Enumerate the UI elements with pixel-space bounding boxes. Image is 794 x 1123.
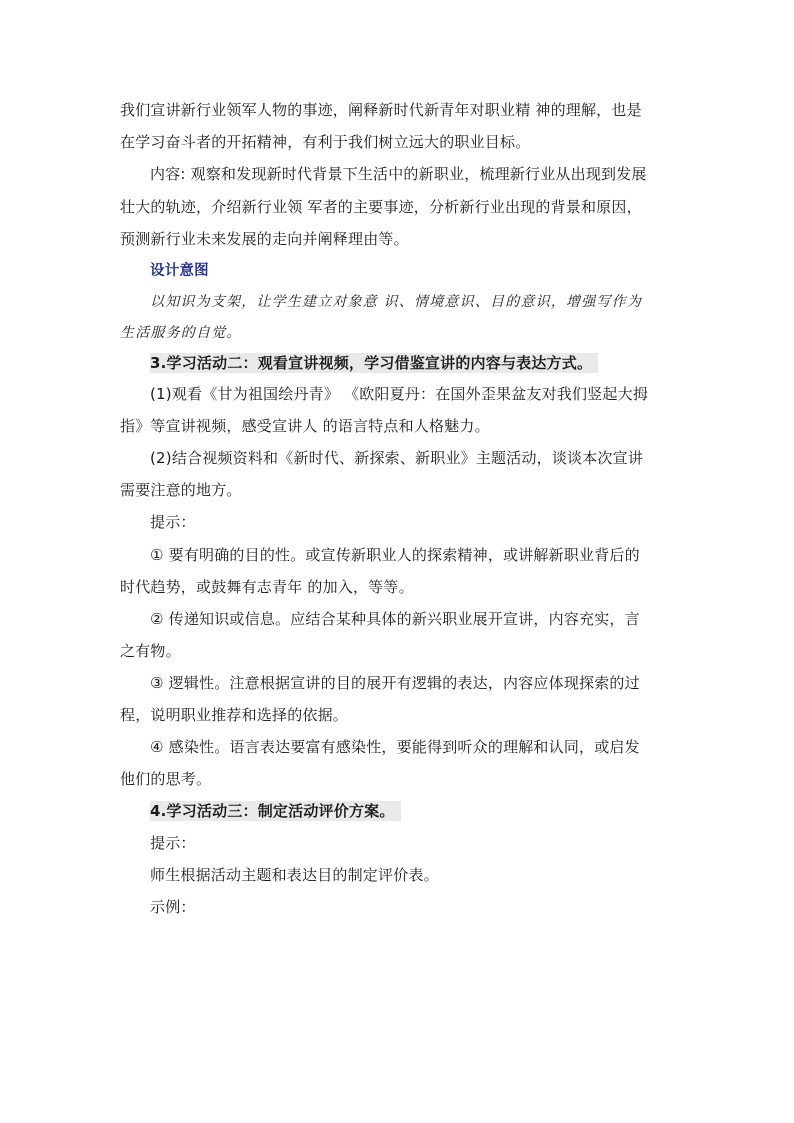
activity2-title-wrap bbox=[150, 353, 598, 373]
activity2-p1-line1: (1)观看《甘为祖国绘丹青》 《欧阳夏丹：在国外歪果盆友对我们竖起大拇 bbox=[150, 385, 649, 403]
design-heading: 设计意图 bbox=[150, 263, 209, 279]
activity2-p2-line1: (2)结合视频资料和《新时代、新探索、新职业》主题活动，谈谈本次宣讲 bbox=[150, 449, 644, 467]
para1-line1: 我们宣讲新行业领军人物的事迹，阐释新时代新青年对职业精 神的理解，也是 bbox=[120, 101, 642, 119]
activity2-hint: 提示： bbox=[150, 513, 196, 531]
activity2-p2-line2: 需要注意的地方。 bbox=[120, 481, 242, 499]
activity3-body: 师生根据活动主题和表达目的制定评价表。 bbox=[150, 866, 439, 884]
item4-line2: 他们的思考。 bbox=[120, 770, 212, 788]
activity3-title: 4.学习活动三：制定活动评价方案。 bbox=[150, 801, 401, 821]
item4-line1: ④ 感染性。语言表达要富有感染性，要能得到听众的理解和认同，或启发 bbox=[150, 738, 640, 756]
activity2-title: 3.学习活动二：观看宣讲视频，学习借鉴宣讲的内容与表达方式。 bbox=[150, 353, 598, 373]
activity2-p1-line2: 指》等宣讲视频，感受宣讲人 的语言特点和人格魅力。 bbox=[120, 417, 490, 435]
item1-line2: 时代趋势，或鼓舞有志青年 的加入，等等。 bbox=[120, 578, 414, 596]
item3-line2: 程，说明职业推荐和选择的依据。 bbox=[120, 706, 349, 724]
item3-line1: ③ 逻辑性。注意根据宣讲的目的展开有逻辑的表达，内容应体现探索的过 bbox=[150, 674, 640, 692]
design-line2: 生活服务的自觉。 bbox=[120, 325, 242, 341]
item2-line2: 之有物。 bbox=[120, 642, 181, 660]
para1-line2: 在学习奋斗者的开拓精神，有利于我们树立远大的职业目标。 bbox=[120, 133, 531, 151]
activity3-hint: 提示： bbox=[150, 834, 196, 852]
activity3-example: 示例： bbox=[150, 898, 196, 916]
item2-line1: ② 传递知识或信息。应结合某种具体的新兴职业展开宣讲，内容充实，言 bbox=[150, 610, 640, 628]
item1-line1: ① 要有明确的目的性。或宣传新职业人的探索精神，或讲解新职业背后的 bbox=[150, 546, 640, 564]
para2-line3: 预测新行业未来发展的走向并阐释理由等。 bbox=[120, 230, 409, 248]
design-line1: 以知识为支架，让学生建立对象意 识、情境意识、目的意识，增强写作为 bbox=[150, 294, 643, 310]
activity3-title-wrap bbox=[150, 801, 401, 821]
para2-line1: 内容: 观察和发现新时代背景下生活中的新职业，梳理新行业从出现到发展 bbox=[150, 165, 647, 183]
para2-line2: 壮大的轨迹，介绍新行业领 军者的主要事迹，分析新行业出现的背景和原因， bbox=[120, 198, 642, 216]
